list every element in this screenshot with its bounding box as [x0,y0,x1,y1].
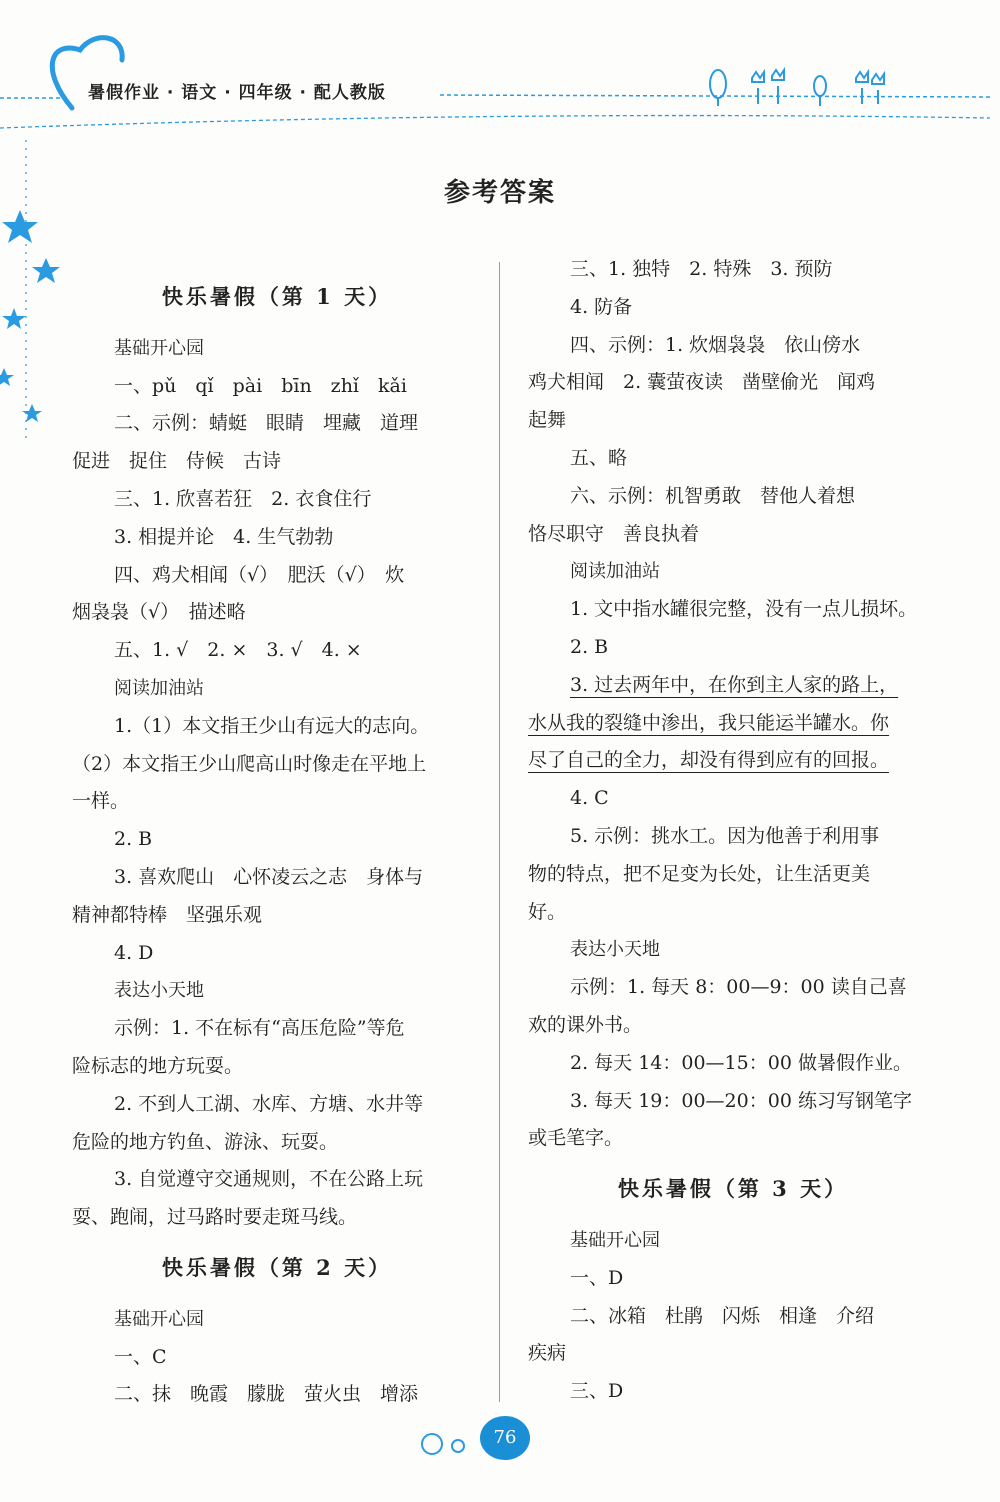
answer-line: 示例：1. 每天 8：00—9：00 读自己喜 [570,976,907,999]
book-series-title: 暑假作业 · 语文 · 四年级 · 配人教版 [88,83,386,103]
answer-line-continued: 鸡犬相闻 2. 囊萤夜读 凿壁偷光 闻鸡 [528,371,876,394]
answer-line-continued: 危险的地方钓鱼、游泳、玩耍。 [72,1130,339,1153]
answer-line: 1. 文中指水罐很完整，没有一点儿损坏。 [570,598,918,621]
answer-line-continued: 水从我的裂缝中渗出，我只能运半罐水。你 [528,711,890,734]
answer-line: 2. B [570,635,609,658]
answer-line-continued: 险标志的地方玩耍。 [72,1054,244,1077]
section-heading: 阅读加油站 [570,561,660,583]
answer-line: 一、C [114,1345,167,1368]
answer-line: 3. 自觉遵守交通规则，不在公路上玩 [114,1168,424,1191]
answer-line: 5. 示例：挑水工。因为他善于利用事 [570,824,880,847]
section-heading: 基础开心园 [570,1229,660,1251]
answer-line-continued: 烟袅袅（√） 描述略 [72,601,246,624]
day-heading: 快乐暑假（第 2 天） [161,1254,393,1280]
answer-line-continued: 促进 捉住 侍候 古诗 [72,450,282,473]
answer-line: 三、D [570,1380,624,1403]
day-heading: 快乐暑假（第 1 天） [161,284,393,309]
answer-line-continued: 恪尽职守 善良执着 [528,522,700,545]
answer-line-continued: 好。 [528,900,567,923]
answer-line: 二、示例：蜻蜓 眼睛 埋藏 道理 [114,412,419,435]
section-heading: 阅读加油站 [114,677,204,699]
answer-line: 四、示例：1. 炊烟袅袅 依山傍水 [570,333,861,356]
answer-line: 三、1. 独特 2. 特殊 3. 预防 [570,258,833,280]
answer-line-continued: 物的特点，把不足变为长处，让生活更美 [528,862,871,885]
answer-line: 3. 过去两年中，在你到主人家的路上， [570,673,899,696]
day-heading: 快乐暑假（第 3 天） [617,1176,849,1202]
answer-line: 4. D [114,941,154,964]
left-answer-column [72,266,482,1414]
section-heading: 表达小天地 [114,980,204,1002]
column-divider [499,262,500,1402]
answer-line: 四、鸡犬相闻（√） 肥沃（√） 炊 [114,563,405,586]
answer-line-continued: 欢的课外书。 [528,1013,643,1036]
answer-line: 二、抹 晚霞 朦胧 萤火虫 增添 [114,1383,419,1406]
answer-line: 二、冰箱 杜鹃 闪烁 相逢 介绍 [570,1304,875,1327]
answer-line: 2. B [114,828,153,851]
section-heading: 基础开心园 [114,1308,204,1330]
answer-line: 3. 喜欢爬山 心怀凌云之志 身体与 [114,865,424,888]
header-decoration [0,0,1000,150]
answer-line-continued: 起舞 [528,409,567,432]
answer-line: 六、示例：机智勇敢 替他人着想 [570,484,856,507]
answer-line: 一、D [570,1266,624,1289]
section-heading: 基础开心园 [114,337,204,359]
page-title: 参考答案 [443,178,556,208]
bubble-decoration [418,1428,478,1458]
section-heading: 表达小天地 [570,939,660,961]
answer-line: 4. 防备 [570,295,633,318]
flower-decoration-icon [710,70,884,106]
answer-line-continued: 尽了自己的全力，却没有得到应有的回报。 [528,749,890,772]
answer-line-continued: （2）本文指王少山爬高山时像走在平地上 [72,752,427,775]
answer-line: 一、pǔ qǐ pài bīn zhǐ kǎi [114,374,407,397]
answer-line: 4. C [570,787,609,810]
answer-line: 2. 不到人工湖、水库、方塘、水井等 [114,1092,424,1115]
answer-line: 1.（1）本文指王少山有远大的志向。 [114,714,430,737]
answer-line-continued: 疾病 [528,1342,567,1365]
answer-line: 3. 相提并论 4. 生气勃勃 [114,525,334,548]
page-number: 76 [480,1416,530,1460]
answer-line: 三、1. 欣喜若狂 2. 衣食住行 [114,487,372,510]
answer-line-continued: 或毛笔字。 [528,1127,624,1150]
star-icon [0,210,60,422]
answer-line: 2. 每天 14：00—15：00 做暑假作业。 [570,1051,912,1074]
answer-line: 五、略 [570,446,628,469]
right-answer-column [528,251,938,1411]
answer-line: 3. 每天 19：00—20：00 练习写钢笔字 [570,1089,912,1112]
answer-line-continued: 一样。 [72,790,130,813]
answer-line-continued: 精神都特棒 坚强乐观 [72,903,263,926]
answer-line: 示例：1. 不在标有“高压危险”等危 [114,1017,405,1040]
answer-line: 五、1. √ 2. × 3. √ 4. × [114,639,362,662]
answer-line-continued: 耍、跑闹，过马路时要走斑马线。 [72,1206,358,1229]
